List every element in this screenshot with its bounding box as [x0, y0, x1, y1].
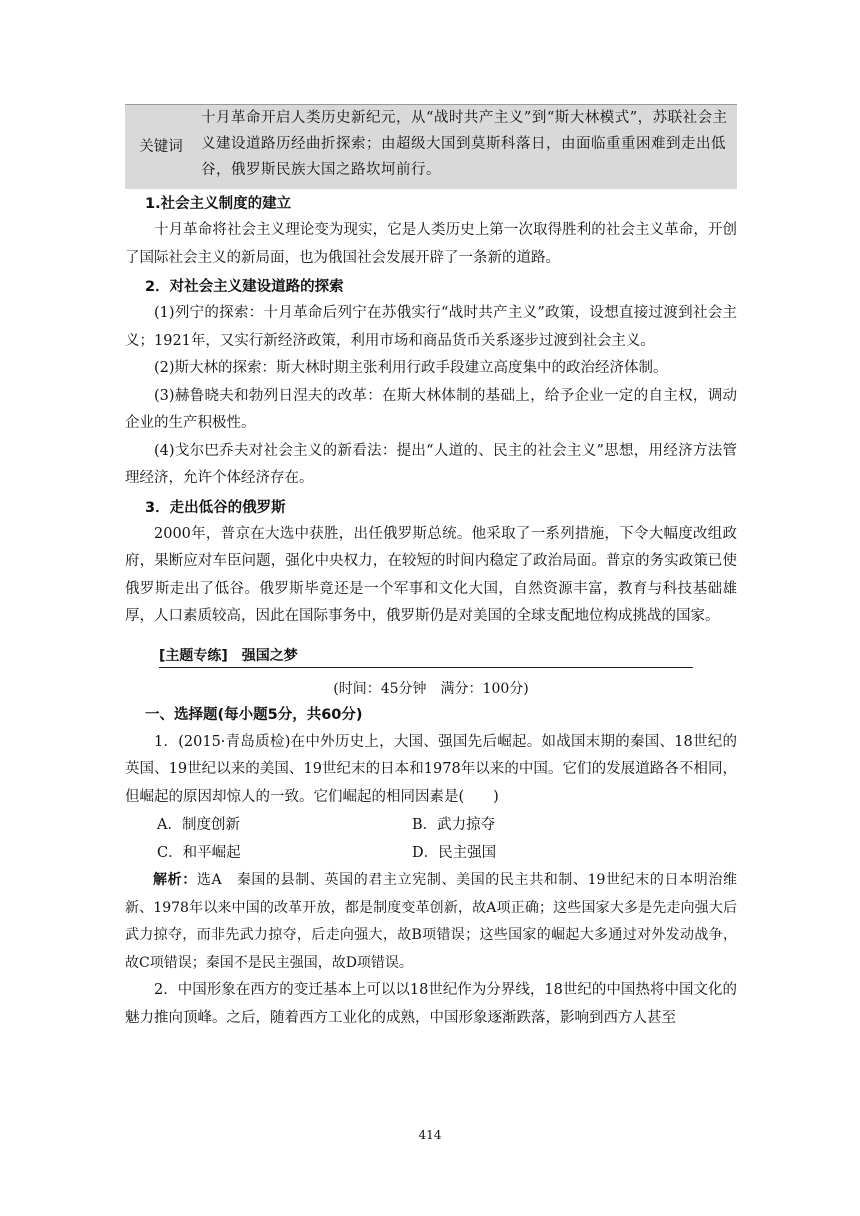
section-2-paragraph-4: (4)戈尔巴乔夫对社会主义的新看法：提出“人道的、民主的社会主义”思想，用经济方法管理经济，允许个体经济存在。 — [125, 442, 737, 486]
section-2-paragraph-3: (3)赫鲁晓夫和勃列日涅夫的改革：在斯大林体制的基础上，给予企业一定的自主权，调动企业的生产积极性。 — [125, 387, 737, 431]
time-info: (时间：45分钟 满分：100分) — [333, 680, 529, 697]
page-number: 414 — [418, 1128, 442, 1142]
analysis-label: 解析： — [153, 872, 197, 888]
section-heading-3: 3．走出低谷的俄罗斯 — [145, 499, 286, 516]
keyword-text: 十月革命开启人类历史新纪元，从“战时共产主义”到“斯大林模式”，苏联社会主义建设道路历经曲折探索；由超级大国到莫斯科落日，由面临重重困难到走出低谷，俄罗斯民族大国之路坎坷前行。 — [201, 110, 728, 178]
question-1-options — [157, 811, 737, 867]
keyword-box — [125, 104, 737, 189]
keyword-label: 关键词 — [139, 139, 183, 155]
option-a: A．制度创新 — [157, 817, 240, 833]
section-heading-2: 2．对社会主义建设道路的探索 — [145, 279, 344, 295]
section-heading-1: 1.社会主义制度的建立 — [145, 196, 292, 212]
section-1-paragraph: 十月革命将社会主义理论变为现实，它是人类历史上第一次取得胜利的社会主义革命，开创了国际社会主义的新局面，也为俄国社会发展开辟了一条新的道路。 — [125, 222, 737, 266]
question-1-analysis — [125, 867, 737, 977]
option-b: B．武力掠夺 — [412, 817, 496, 833]
question-2-stem: 2．中国形象在西方的变迁基本上可以以18世纪作为分界线，18世纪的中国热将中国文化的魅力推向顶峰。之后，随着西方工业化的成熟，中国形象逐渐跌落，影响到西方人甚至 — [125, 982, 737, 1026]
option-c: C．和平崛起 — [157, 845, 241, 861]
page-content — [125, 104, 737, 1032]
section-2-paragraph-1: (1)列宁的探索：十月革命后列宁在苏俄实行“战时共产主义”政策，设想直接过渡到社会主义；1921年，又实行新经济政策，利用市场和商品货币关系逐步过渡到社会主义。 — [125, 305, 737, 349]
section-3-paragraph: 2000年，普京在大选中获胜，出任俄罗斯总统。他采取了一系列措施，下令大幅度改组政府，果断应对车臣问题，强化中央权力，在较短的时间内稳定了政治局面。普京的务实政策已使俄罗斯走出了低谷。俄罗斯毕竟还是一个军事和文化大国，自然资源丰富，教育与科技基础雄厚，人口素质较高，因此在国际事务中，俄罗斯仍是对美国的全球支配地位构成挑战的国家。 — [125, 525, 737, 624]
section-2-paragraph-2: (2)斯大林的探索：斯大林时期主张利用行政手段建立高度集中的政治经济体制。 — [154, 360, 668, 376]
exercise-title: 一、选择题(每小题5分，共60分) — [145, 706, 363, 723]
option-d: D．民主强国 — [412, 845, 497, 861]
topic-title: [主题专练] 强国之梦 — [159, 645, 693, 668]
question-1-stem: 1．(2015·青岛质检)在中外历史上，大国、强国先后崛起。如战国末期的秦国、18世纪的英国、19世纪以来的美国、19世纪末的日本和1978年以来的中国。它们的发展道路各不相同，但崛起的原因却惊人的一致。它们崛起的相同因素是( ) — [125, 733, 737, 805]
analysis-text: 选A 秦国的县制、英国的君主立宪制、美国的民主共和制、19世纪末的日本明治维新、1978年以来中国的改革开放，都是制度变革创新，故A项正确；这些国家大多是先走向强大后武力掠夺，而非先武力掠夺，后走向强大，故B项错误；这些国家的崛起大多通过对外发动战争，故C项错误；秦国不是民主强国，故D项错误。 — [125, 872, 737, 971]
